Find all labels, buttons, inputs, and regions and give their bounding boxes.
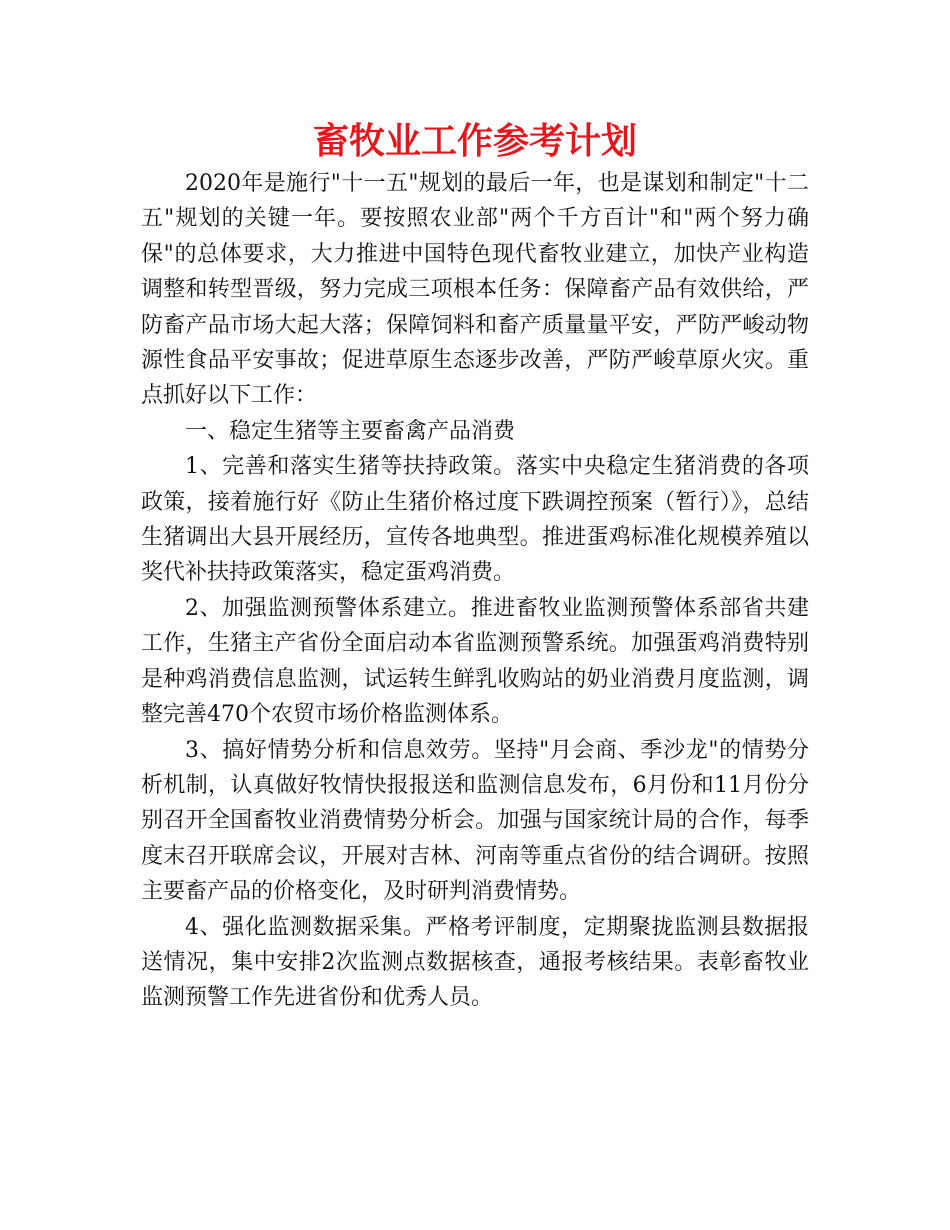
document-body [141,166,809,1016]
paragraph-item-4: 4、强化监测数据采集。严格考评制度，定期聚拢监测县数据报送情况，集中安排2次监测点数据核查，通报考核结果。表彰畜牧业监测预警工作先进省份和优秀人员。 [141,914,809,1011]
paragraph-item-1: 1、完善和落实生猪等扶持政策。落实中央稳定生猪消费的各项政策，接着施行好《防止生猪价格过度下跌调控预案（暂行）》，总结生猪调出大县开展经历，宣传各地典型。推进蛋鸡标准化规模养殖以奖代补扶持政策落实，稳定蛋鸡消费。 [141,454,809,586]
paragraph-item-3: 3、搞好情势分析和信息效劳。坚持"月会商、季沙龙"的情势分析机制，认真做好牧情快报报送和监测信息发布，6月份和11月份分别召开全国畜牧业消费情势分析会。加强与国家统计局的合作，每季度末召开联席会议，开展对吉林、河南等重点省份的结合调研。按照主要畜产品的价格变化，及时研判消费情势。 [141,737,809,905]
document-title: 畜牧业工作参考计划 [312,121,637,162]
section-heading-1: 一、稳定生猪等主要畜禽产品消费 [185,418,516,444]
paragraph-intro: 2020年是施行"十一五"规划的最后一年，也是谋划和制定"十二五"规划的关键一年。要按照农业部"两个千方百计"和"两个努力确保"的总体要求，大力推进中国特色现代畜牧业建立，加快产业构造调整和转型晋级，努力完成三项根本任务：保障畜产品有效供给，严防畜产品市场大起大落；保障饲料和畜产质量量平安，严防严峻动物源性食品平安事故；促进草原生态逐步改善，严防严峻草原火灾。重点抓好以下工作： [141,171,809,409]
paragraph-item-2: 2、加强监测预警体系建立。推进畜牧业监测预警体系部省共建工作，生猪主产省份全面启动本省监测预警系统。加强蛋鸡消费特别是种鸡消费信息监测，试运转生鲜乳收购站的奶业消费月度监测，调整完善470个农贸市场价格监测体系。 [141,595,809,728]
